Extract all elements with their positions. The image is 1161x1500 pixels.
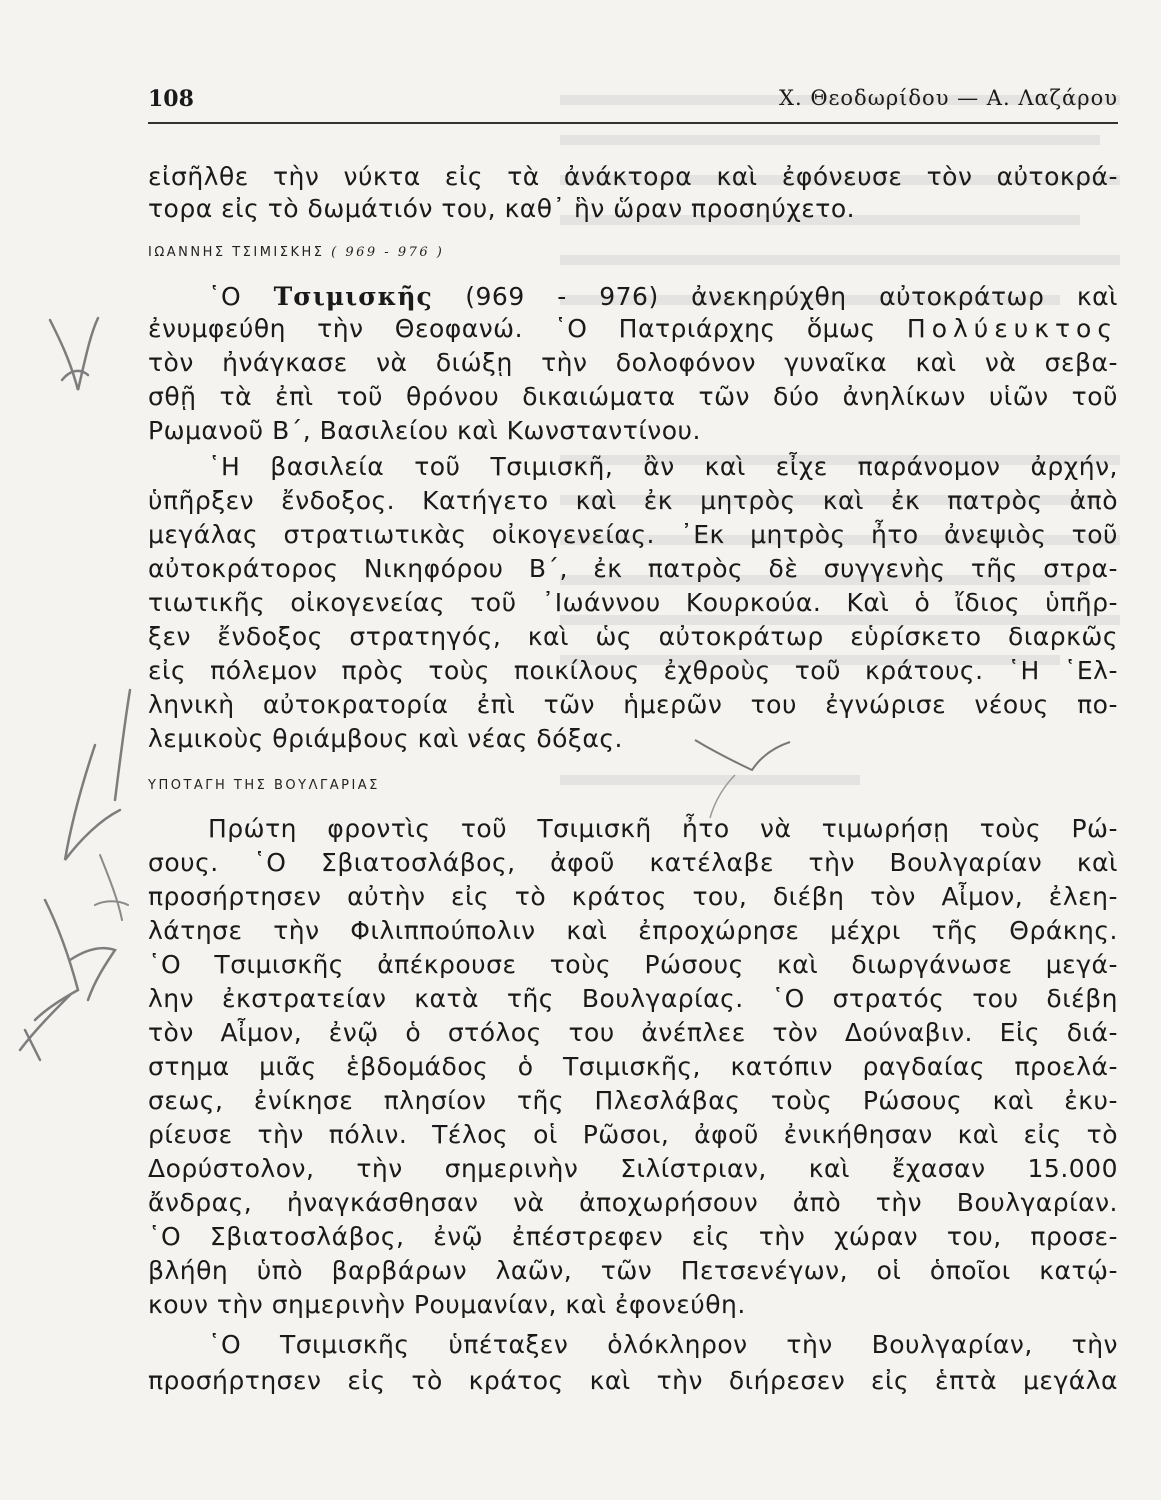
text-line: κουν τὴν σημερινὴν Ρουμανίαν, καὶ ἐφονεύθη. [148,1290,746,1319]
text-line [148,282,1118,312]
section-heading [148,245,444,260]
text-fragment: ῾Ο [208,282,274,311]
section-heading: ΥΠΟΤΑΓΗ ΤΗΣ ΒΟΥΛΓΑΡΙΑΣ [148,778,380,793]
text-line: Πρώτη φροντὶς τοῦ Τσιμισκῆ ἦτο νὰ τιμωρήσῃ τοὺς Ρώ- [208,814,1118,843]
text-line: προσήρτησεν εἰς τὸ κράτος καὶ τὴν διήρεσεν εἰς ἑπτὰ μεγάλα [148,1366,1118,1395]
text-line: τορα εἰς τὸ δωμάτιόν του, καθ᾿ ἣν ὥραν προσηύχετο. [148,194,856,223]
text-line: ῾Η βασιλεία τοῦ Τσιμισκῆ, ἂν καὶ εἶχε παράνομον ἀρχήν, [208,452,1118,481]
text-line: ῾Ο Τσιμισκῆς ἀπέκρουσε τοὺς Ρώσους καὶ διωργάνωσε μεγά- [148,950,1118,979]
text-line: στημα μιᾶς ἑβδομάδος ὁ Τσιμισκῆς, κατόπιν ραγδαίας προελά- [148,1052,1118,1081]
text-line: ληνικὴ αὐτοκρατορία ἐπὶ τῶν ἡμερῶν του ἐγνώρισε νέους πο- [148,690,1118,719]
text-fragment: (969 - 976) ἀνεκηρύχθη αὐτοκράτωρ καὶ [432,282,1119,311]
text-line: Δορύστολον, τὴν σημερινὴν Σιλίστριαν, καὶ ἔχασαν 15.000 [148,1154,1118,1183]
text-line: ρίευσε τὴν πόλιν. Τέλος οἱ Ρῶσοι, ἀφοῦ ἐνικήθησαν καὶ εἰς τὸ [148,1120,1118,1149]
text-line: λάτησε τὴν Φιλιππούπολιν καὶ ἐπροχώρησε μέχρι τῆς Θράκης. [148,916,1118,945]
text-line: τιωτικῆς οἰκογενείας τοῦ ᾿Ιωάννου Κουρκούα. Καὶ ὁ ἴδιος ὑπῆρ- [148,588,1118,617]
text-line: ῾Ο Σβιατοσλάβος, ἐνῷ ἐπέστρεφεν εἰς τὴν χώραν του, προσε- [148,1222,1118,1251]
text-line: εἰσῆλθε τὴν νύκτα εἰς τὰ ἀνάκτορα καὶ ἐφόνευσε τὸν αὐτοκρά- [148,162,1118,191]
spaced-name: Πολύευκτος [906,314,1118,343]
text-fragment: ἐνυμφεύθη τὴν Θεοφανώ. ῾Ο Πατριάρχης ὅμως [148,314,907,343]
text-line: σους. ῾Ο Σβιατοσλάβος, ἀφοῦ κατέλαβε τὴν Βουλγαρίαν καὶ [148,848,1118,877]
text-line [148,314,1118,344]
text-line: λεμικοὺς θριάμβους καὶ νέας δόξας. [148,724,623,753]
running-head: Χ. Θεοδωρίδου — Α. Λαζάρου [779,86,1118,110]
text-line: εἰς πόλεμον πρὸς τοὺς ποικίλους ἐχθροὺς τοῦ κράτους. ῾Η ῾Ελ- [148,656,1118,685]
text-line: αὐτοκράτορος Νικηφόρου Β΄, ἐκ πατρὸς δὲ συγγενὴς τῆς στρα- [148,554,1118,583]
text-line: βλήθη ὑπὸ βαρβάρων λαῶν, τῶν Πετσενέγων, οἱ ὁποῖοι κατῴ- [148,1256,1118,1285]
handwritten-margin-notes [0,0,160,1500]
text-line: ἄνδρας, ἠναγκάσθησαν νὰ ἀποχωρήσουν ἀπὸ τὴν Βουλγαρίαν. [148,1188,1118,1217]
page-number: 108 [148,86,194,112]
header-rule [148,122,1118,124]
text-line: τὸν ἠνάγκασε νὰ διώξῃ τὴν δολοφόνον γυναῖκα καὶ νὰ σεβα- [148,348,1118,377]
text-line: Ρωμανοῦ Β΄, Βασιλείου καὶ Κωνσταντίνου. [148,416,701,445]
text-line: σθῇ τὰ ἐπὶ τοῦ θρόνου δικαιώματα τῶν δύο ἀνηλίκων υἱῶν τοῦ [148,382,1118,411]
text-line: ξεν ἔνδοξος στρατηγός, καὶ ὡς αὐτοκράτωρ εὑρίσκετο διαρκῶς [148,622,1118,651]
text-line: τὸν Αἶμον, ἐνῷ ὁ στόλος του ἀνέπλεε τὸν Δούναβιν. Εἰς διά- [148,1018,1118,1047]
section-heading-text: ΙΩΑΝΝΗΣ ΤΣΙΜΙΣΚΗΣ [148,245,325,260]
emperor-name-bold: Τσιμισκῆς [273,282,433,311]
text-line: λην ἐκστρατείαν κατὰ τῆς Βουλγαρίας. ῾Ο στρατός του διέβη [148,984,1118,1013]
page-header [148,86,1118,118]
text-line: ὑπῆρξεν ἔνδοξος. Κατήγετο καὶ ἐκ μητρὸς καὶ ἐκ πατρὸς ἀπὸ [148,486,1118,515]
text-line: προσήρτησεν αὐτὴν εἰς τὸ κράτος του, διέβη τὸν Αἶμον, ἐλεη- [148,882,1118,911]
text-line: σεως, ἐνίκησε πλησίον τῆς Πλεσλάβας τοὺς Ρώσους καὶ ἐκυ- [148,1086,1118,1115]
section-heading-years: ( 969 - 976 ) [331,245,445,260]
text-line: ῾Ο Τσιμισκῆς ὑπέταξεν ὁλόκληρον τὴν Βουλγαρίαν, τὴν [208,1330,1118,1359]
text-line: μεγάλας στρατιωτικὰς οἰκογενείας. ᾿Εκ μητρὸς ἦτο ἀνεψιὸς τοῦ [148,520,1118,549]
